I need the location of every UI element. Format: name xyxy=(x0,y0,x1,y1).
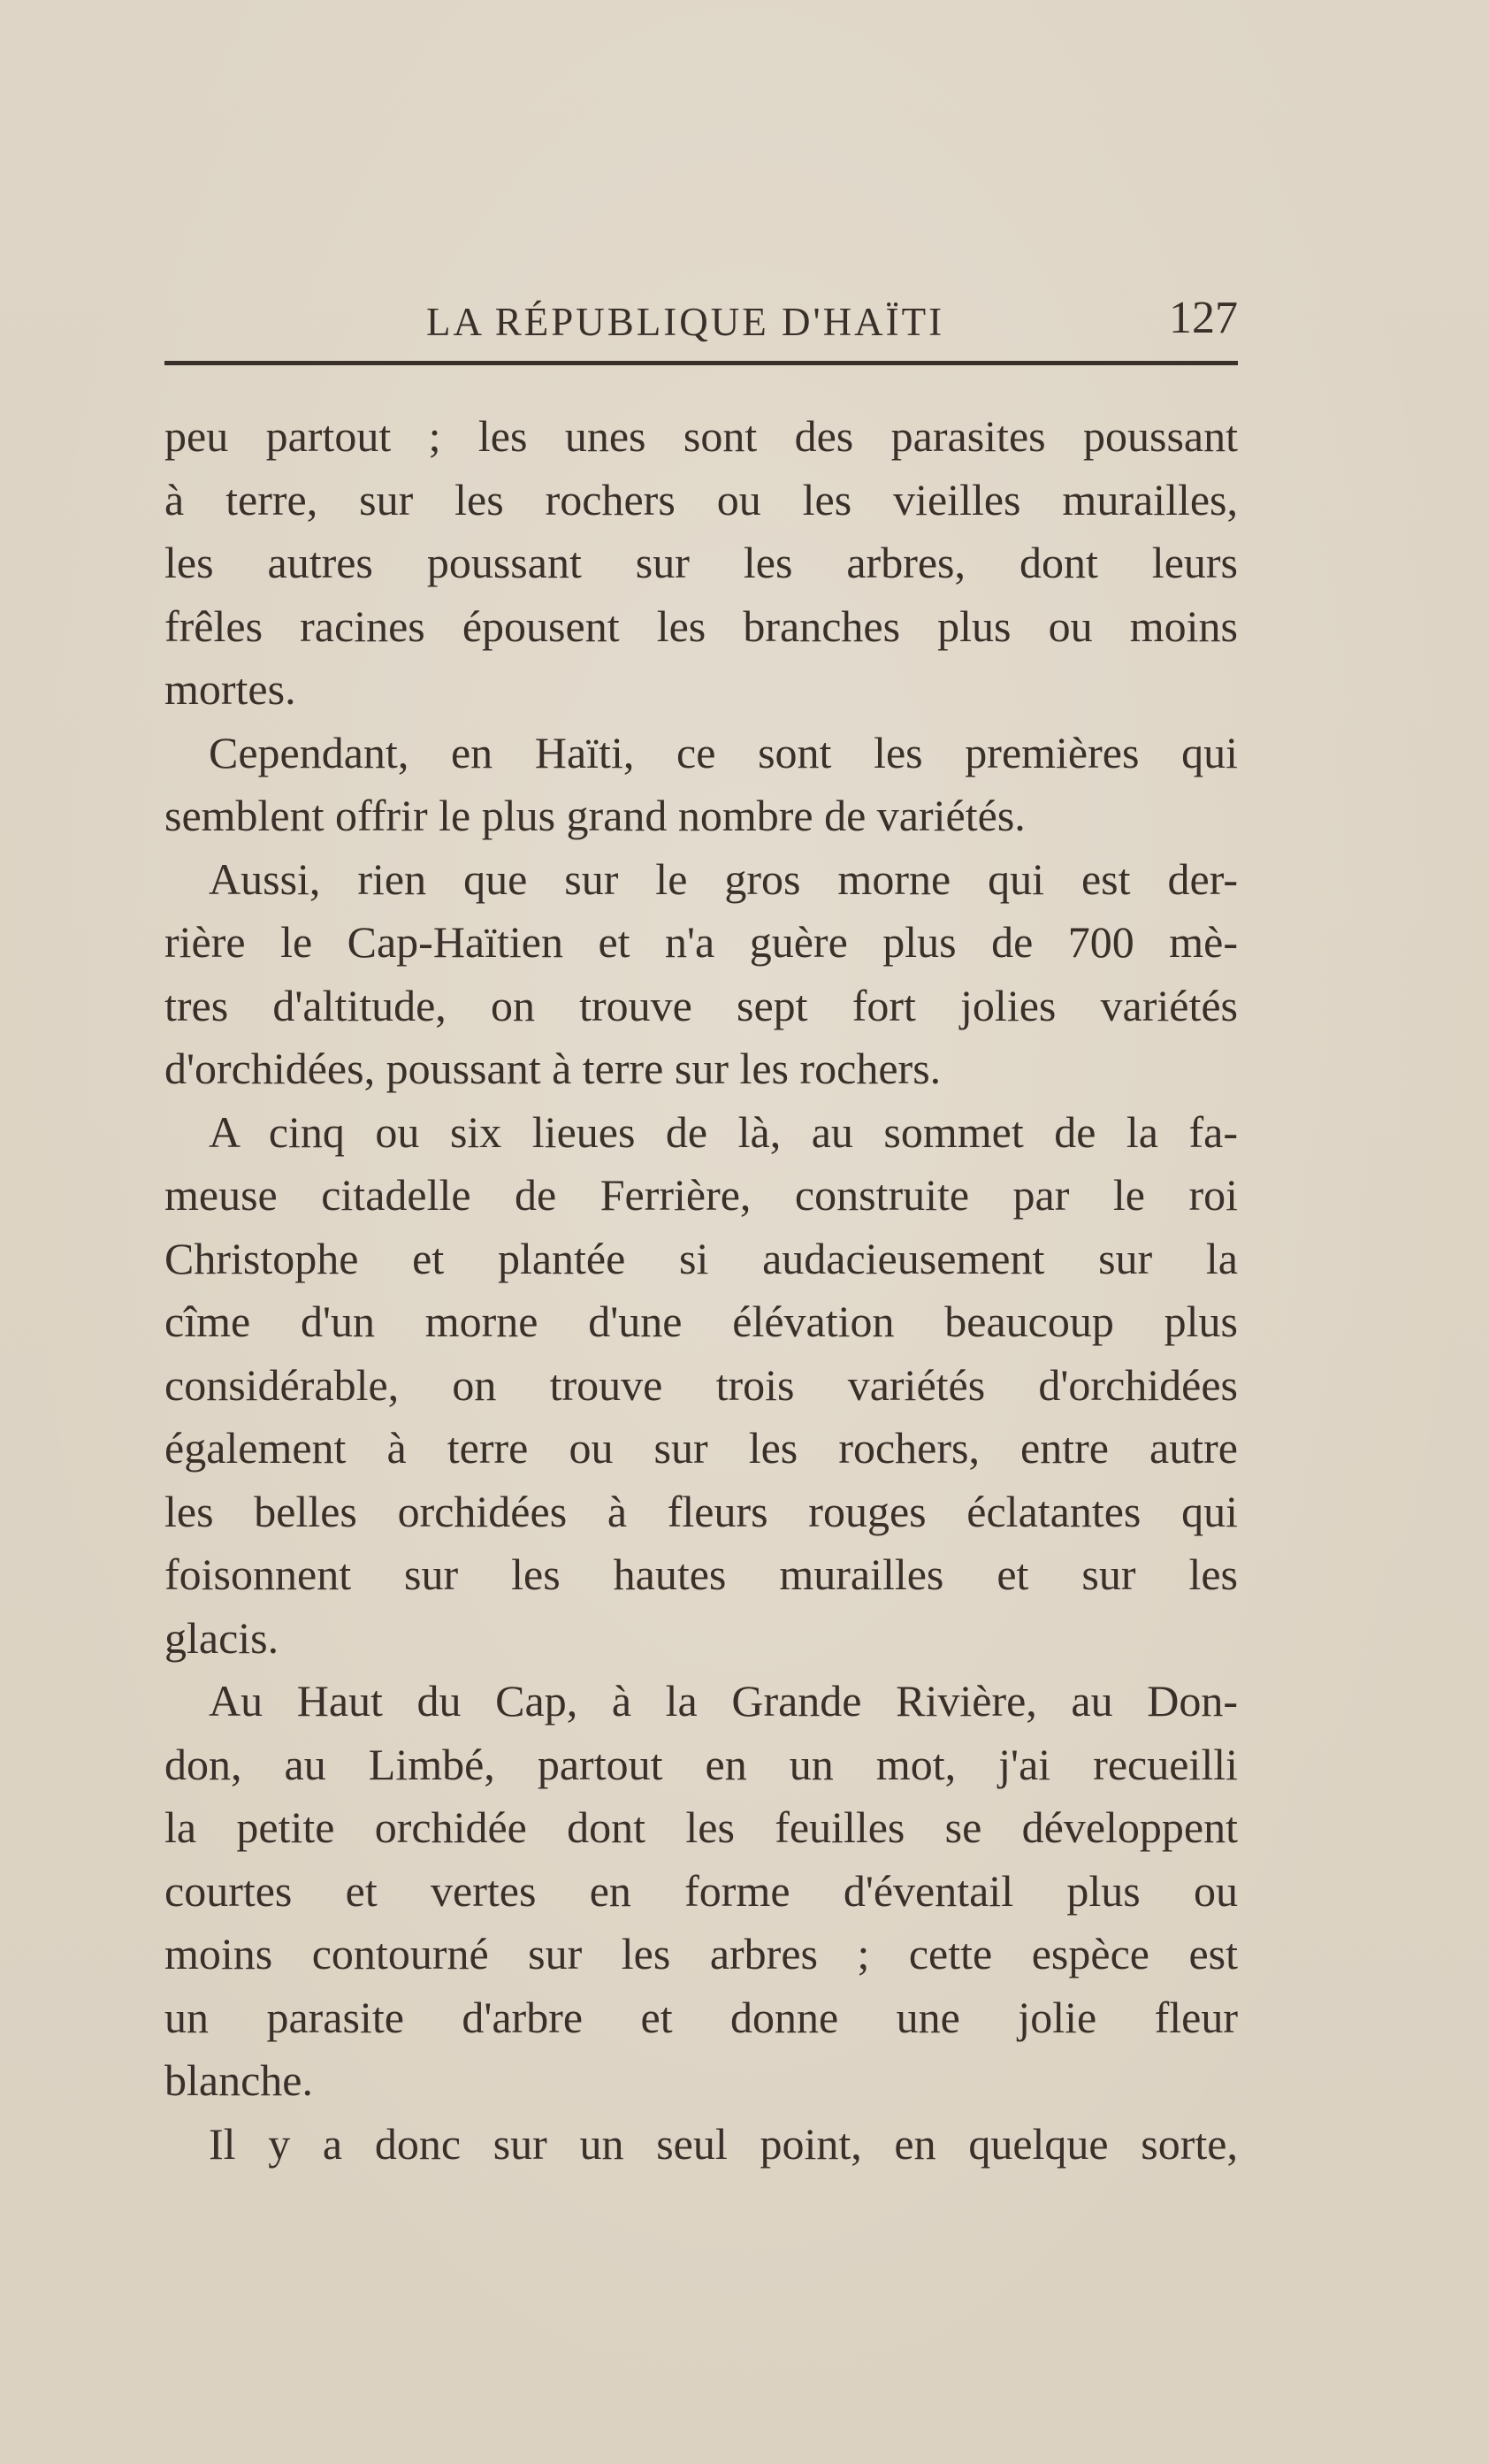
text-line: les autres poussant sur les arbres, dont leurs xyxy=(164,538,1238,587)
text-line: frêles racines épousent les branches plus ou moins xyxy=(164,601,1238,651)
text-line: mortes. xyxy=(164,664,296,714)
running-head xyxy=(164,292,1238,354)
text-line: les belles orchidées à fleurs rouges éclatantes qui xyxy=(164,1486,1238,1536)
text-line: également à terre ou sur les rochers, entre autre xyxy=(164,1423,1238,1473)
text-line: Au Haut du Cap, à la Grande Rivière, au Don- xyxy=(209,1676,1238,1726)
text-line: moins contourné sur les arbres ; cette espèce est xyxy=(164,1929,1238,1978)
text-line: blanche. xyxy=(164,2055,313,2105)
text-line: glacis. xyxy=(164,1612,279,1663)
header-rule xyxy=(164,361,1238,365)
text-line: semblent offrir le plus grand nombre de variétés. xyxy=(164,791,1026,840)
text-line: d'orchidées, poussant à terre sur les rochers. xyxy=(164,1044,942,1093)
text-line: considérable, on trouve trois variétés d'orchidées xyxy=(164,1359,1238,1410)
text-line: cîme d'un morne d'une élévation beaucoup plus xyxy=(164,1297,1238,1346)
text-line: foisonnent sur les hautes murailles et sur les xyxy=(164,1550,1238,1599)
text-line: un parasite d'arbre et donne une jolie fleur xyxy=(164,1992,1238,2042)
text-line: rière le Cap-Haïtien et n'a guère plus de 700 mè- xyxy=(164,917,1238,967)
text-line: Christophe et plantée si audacieusement sur la xyxy=(164,1233,1238,1283)
text-line: courtes et vertes en forme d'éventail plus ou xyxy=(164,1865,1238,1916)
text-line: A cinq ou six lieues de là, au sommet de la fa- xyxy=(209,1106,1238,1157)
text-line: don, au Limbé, partout en un mot, j'ai recueilli xyxy=(164,1739,1238,1789)
text-line: Il y a donc sur un seul point, en quelque sorte, xyxy=(209,2118,1238,2169)
text-line: à terre, sur les rochers ou les vieilles murailles, xyxy=(164,474,1238,524)
text-line: peu partout ; les unes sont des parasites poussant xyxy=(164,411,1238,461)
text-line: la petite orchidée dont les feuilles se développent xyxy=(164,1802,1238,1852)
page-number: 127 xyxy=(1169,293,1238,343)
text-line: Cependant, en Haïti, ce sont les premières qui xyxy=(209,727,1238,777)
running-title: LA RÉPUBLIQUE D'HAÏTI xyxy=(426,300,945,344)
text-line: Aussi, rien que sur le gros morne qui est der- xyxy=(209,853,1238,904)
body-text xyxy=(164,405,1238,2176)
text-line: tres d'altitude, on trouve sept fort jolies variétés xyxy=(164,980,1238,1030)
text-line: meuse citadelle de Ferrière, construite par le roi xyxy=(164,1170,1238,1220)
